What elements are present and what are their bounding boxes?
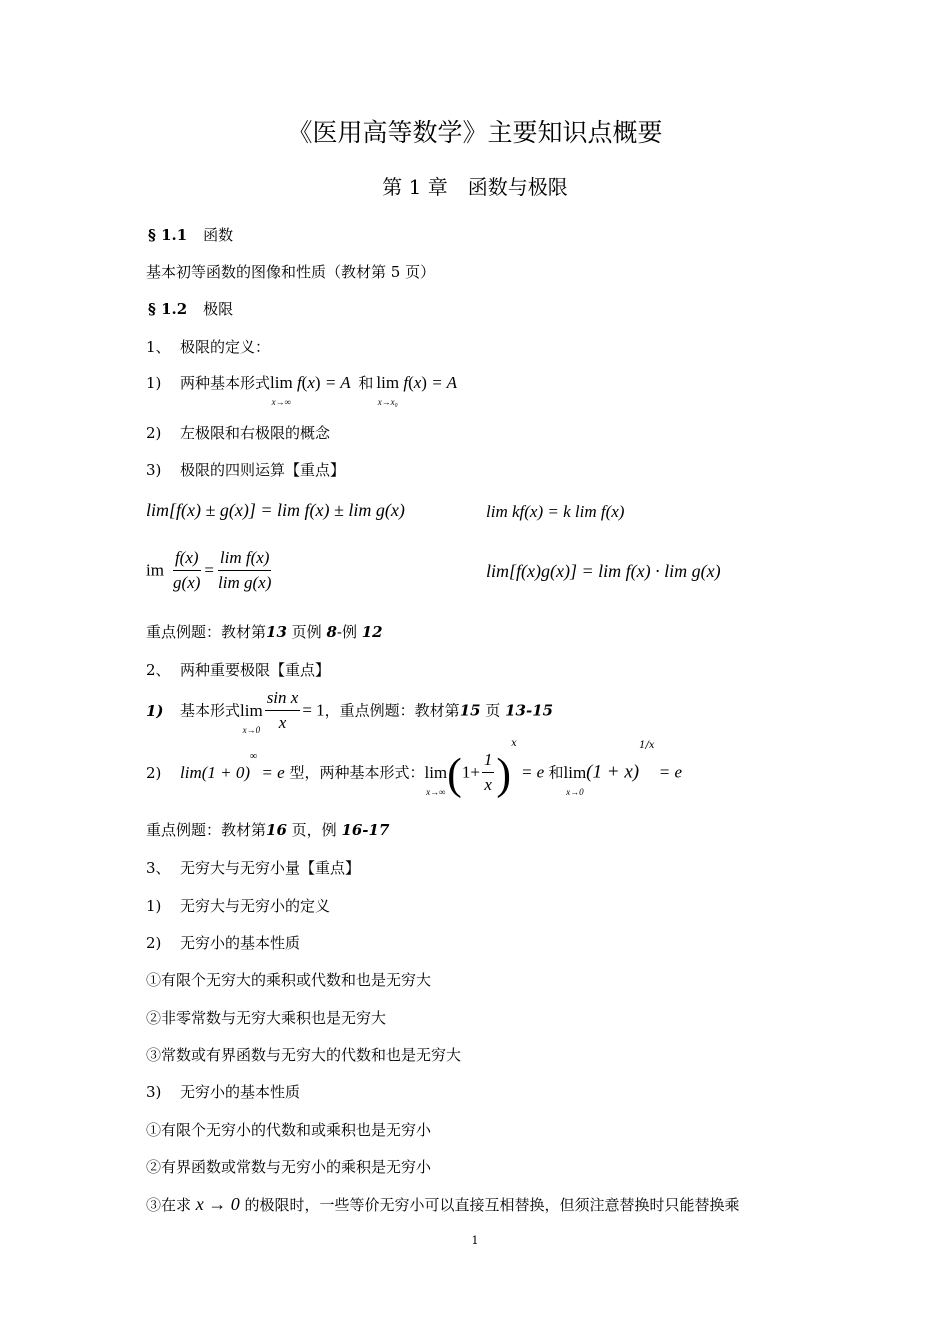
page-number: 1 — [471, 1234, 479, 1247]
example-text: -例 — [336, 623, 362, 641]
section-1-1 — [148, 225, 233, 245]
item-text: 基本形式 — [180, 701, 241, 720]
section-name: 函数 — [203, 226, 234, 244]
property-1: ①有限个无穷大的乘积或代数和也是无穷大 — [146, 971, 432, 989]
item-2-2: 2) lim(1 + 0)∞ = e 型，两种基本形式：lim x→∞ (1+ $\frac{1}{x}$ )$^x$ = e 和lim x→0 $(1 + x)^{1/x} = e$ — [146, 750, 682, 804]
property-6 — [146, 1194, 740, 1215]
item-1-3 — [146, 460, 345, 480]
property-4: ①有限个无穷小的代数和或乘积也是无穷小 — [146, 1121, 432, 1139]
example-2 — [146, 820, 389, 840]
lim-sub: x→x₀ — [377, 397, 398, 407]
item-text: 无穷小的基本性质 — [180, 1083, 301, 1101]
example-1 — [146, 622, 383, 642]
item-1-2 — [146, 423, 330, 443]
item-number: 1) — [146, 701, 164, 720]
item-text: 型，两种基本形式： — [284, 763, 425, 782]
formula-base: (1 + x) — [586, 761, 640, 783]
example-text: 页例 — [286, 623, 327, 641]
denominator: x — [484, 775, 492, 794]
property-text: 的极限时，一些等价无穷小可以直接互相替换，但须注意替换时只能替换乘 — [239, 1196, 740, 1214]
item-1-1: 1) 两种基本形式lim x→∞ f(x) = A 和 lim x→x₀ f(x) = A — [146, 373, 457, 393]
formula-eq: = 1 — [302, 700, 325, 720]
formula-sum-rule: lim[f(x) ± g(x)] = lim f(x) ± lim g(x) — [146, 500, 405, 520]
item-text: 无穷大与无穷小量【重点】 — [180, 859, 361, 877]
item-number: 1) — [146, 374, 162, 392]
numerator: sin x — [265, 688, 301, 711]
item-text: 无穷大与无穷小的定义 — [180, 897, 331, 915]
numerator: 1 — [482, 750, 495, 773]
denominator: x — [278, 713, 287, 732]
document-title: 《医用高等数学》主要知识点概要 — [287, 118, 663, 147]
item-text: 两种重要极限【重点】 — [180, 661, 331, 679]
denominator: lim g(x) — [218, 573, 272, 592]
example-page: 13 — [266, 623, 287, 641]
example-text: 重点例题：教材第 — [146, 821, 267, 839]
section-label: § 1.2 — [148, 300, 188, 318]
lim-sub: x→0 — [242, 724, 261, 735]
formula-one: 1+ — [461, 762, 480, 782]
item-text: 极限的定义： — [180, 338, 271, 356]
item-3-1 — [146, 896, 330, 916]
numerator: f(x) — [173, 548, 201, 571]
formula-product-rule: lim[f(x)g(x)] = lim f(x) · lim g(x) — [486, 561, 721, 581]
example-text: 页，例 — [286, 821, 342, 839]
section-1-2 — [148, 299, 233, 319]
lim-zero: lim x→0 — [240, 701, 263, 721]
item-number: 3) — [146, 461, 162, 479]
lim-sub: x→∞ — [426, 786, 446, 797]
lim-zero: lim x→0 — [564, 763, 587, 783]
property-5: ②有界函数或常数与无穷小的乘积是无穷小 — [146, 1158, 432, 1176]
lim-x0: lim x→x₀ — [376, 373, 399, 393]
item-text: 无穷小的基本性质 — [180, 934, 301, 952]
fraction — [171, 548, 202, 593]
item-number: 2) — [146, 763, 162, 782]
item-text: 左极限和右极限的概念 — [180, 424, 331, 442]
item-3-2 — [146, 933, 300, 953]
lim-sub: x→0 — [566, 786, 584, 797]
item-text: 两种基本形式 — [180, 374, 271, 392]
formula-exponent: ∞ — [250, 751, 258, 762]
property-2: ②非零常数与无穷大乘积也是无穷大 — [146, 1009, 387, 1027]
item-number: 2、 — [146, 661, 171, 679]
formula-exponent: 1/x — [639, 740, 655, 751]
example-to: 12 — [361, 623, 383, 641]
fraction — [216, 548, 273, 593]
and-text: 和 — [548, 763, 564, 782]
item-number: 2) — [146, 424, 162, 442]
item-1 — [146, 337, 270, 357]
formula-eq: = e — [654, 762, 682, 782]
item-number: 1、 — [146, 338, 171, 356]
example-text: ，重点例题：教材第 — [324, 701, 460, 720]
lim-inf: lim x→∞ — [424, 763, 447, 783]
formula-constant-rule: lim kf(x) = k lim f(x) — [486, 502, 625, 521]
property-3: ③常数或有界函数与无穷大的代数和也是无穷大 — [146, 1046, 462, 1064]
lim-sub: x→∞ — [271, 397, 292, 407]
item-number: 2) — [146, 934, 162, 952]
denominator: g(x) — [173, 573, 201, 592]
example-text: 页 — [480, 701, 506, 720]
fraction — [482, 750, 495, 795]
example-page: 15 — [459, 701, 481, 720]
and-text: 和 — [358, 374, 374, 392]
formula-expr: lim(1 + 0) — [180, 762, 251, 782]
item-number: 3) — [146, 1083, 162, 1101]
section-1-1-text: 基本初等函数的图像和性质（教材第 5 页） — [146, 263, 436, 281]
formula-quotient-rule: im $\frac{f(x)}{g(x)}$ = $\frac{\text{lim f(x)}}{\text{lim g(x)}}$ — [146, 548, 272, 592]
property-text: ③在求 — [146, 1196, 196, 1214]
formula-eq: = A — [324, 373, 351, 392]
formula-indeterminate — [180, 751, 285, 782]
chapter-heading: 第 1 章 函数与极限 — [382, 175, 568, 199]
item-text: 极限的四则运算【重点】 — [180, 461, 346, 479]
item-number: 1) — [146, 897, 162, 915]
item-2-1 — [146, 688, 553, 738]
numerator: lim f(x) — [218, 548, 272, 571]
item-2 — [146, 660, 330, 680]
formula-prefix: im — [146, 560, 164, 580]
section-name: 极限 — [203, 300, 234, 318]
section-label: § 1.1 — [148, 226, 188, 244]
lim-inf: lim x→∞ — [270, 373, 293, 393]
formula-eq: = e — [257, 762, 285, 782]
formula-x-to-zero: x → 0 — [195, 1194, 240, 1214]
item-3-3 — [146, 1082, 300, 1102]
example-text: 重点例题：教材第 — [146, 623, 267, 641]
item-3 — [146, 858, 360, 878]
example-page: 16 — [266, 821, 287, 839]
fraction — [265, 688, 301, 733]
formula-eq: = A — [431, 373, 458, 392]
example-from: 8 — [326, 623, 337, 641]
formula-exponent: x — [511, 738, 517, 749]
example-range: 16-17 — [341, 821, 390, 839]
item-number: 3、 — [146, 859, 171, 877]
example-range: 13-15 — [505, 701, 554, 720]
formula-fx: f — [292, 373, 302, 392]
